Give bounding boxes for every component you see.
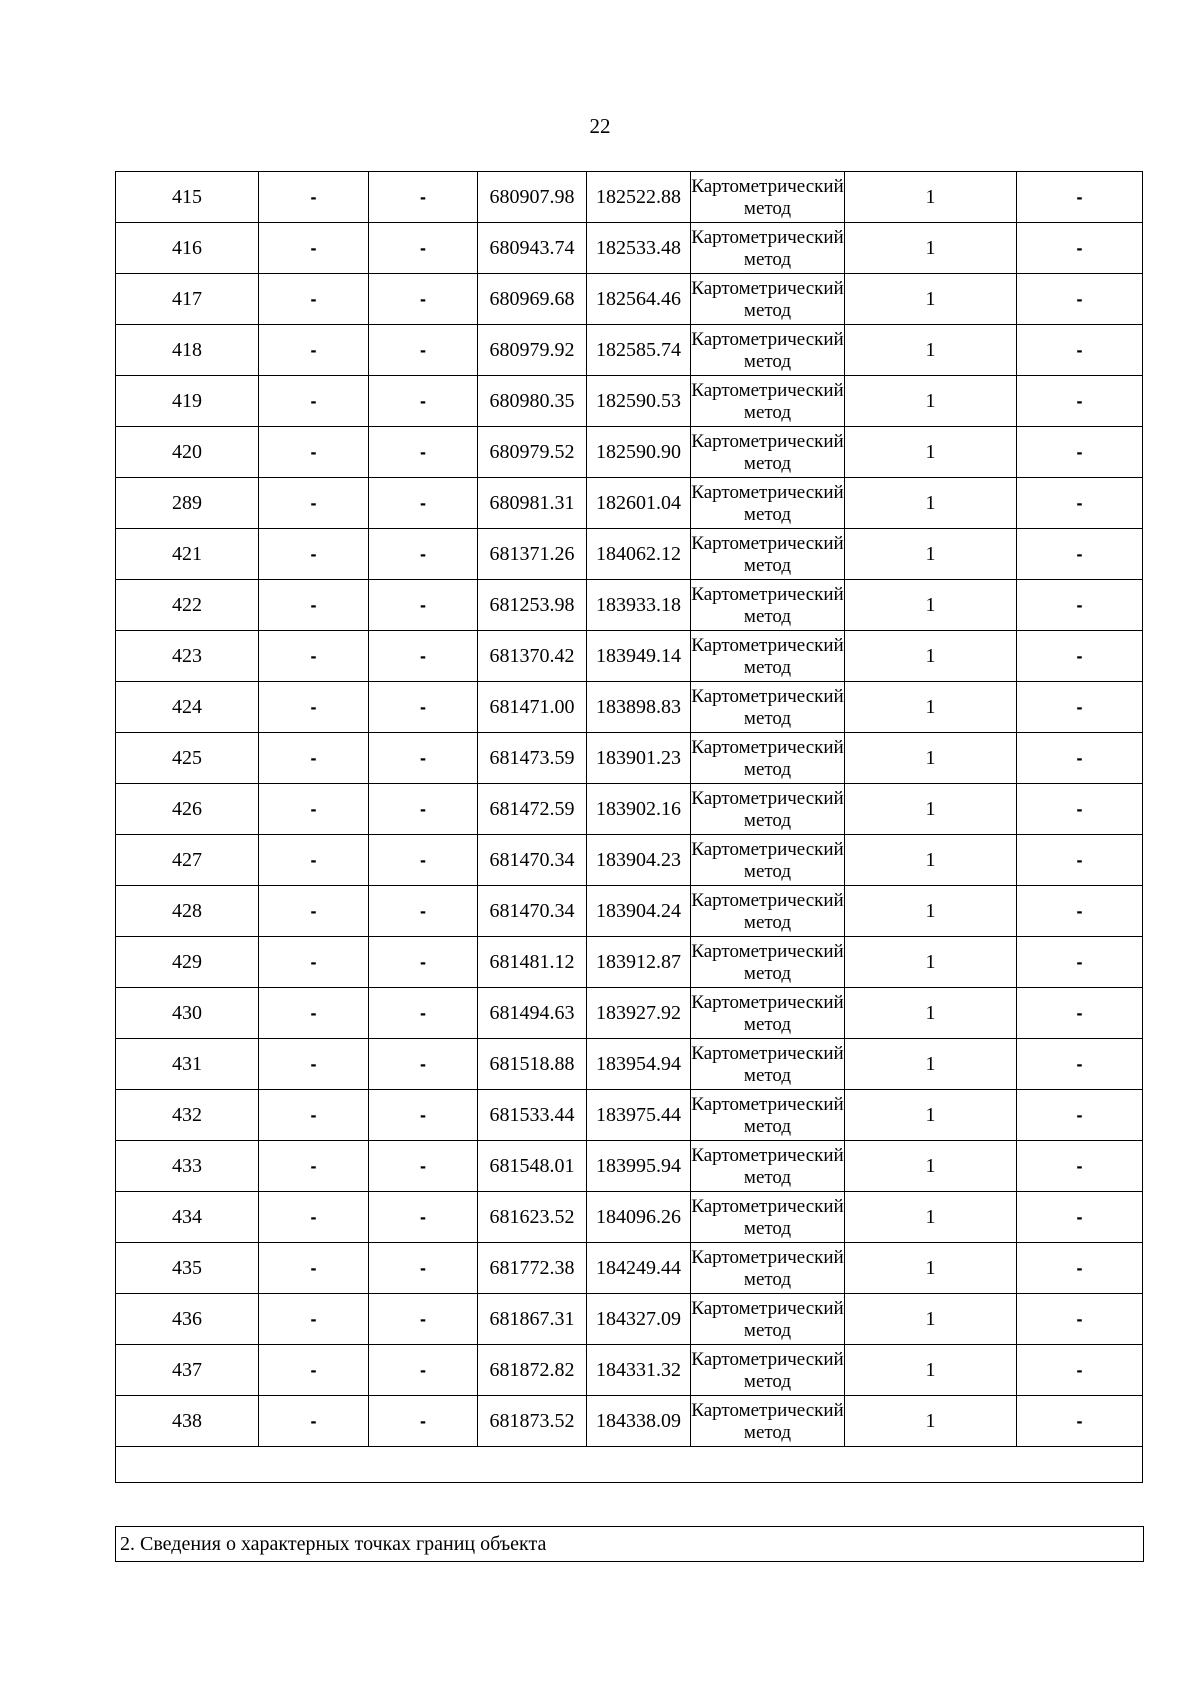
empty-value-cell: - [369,733,478,784]
table-row [116,784,1143,835]
point-number-cell: 438 [116,1396,259,1447]
table-row [116,478,1143,529]
accuracy-cell: 1 [845,325,1017,376]
y-coordinate-cell: 182601.04 [587,478,691,529]
x-coordinate-cell: 681867.31 [478,1294,587,1345]
y-coordinate-cell: 183904.23 [587,835,691,886]
method-cell: Картометрический метод [691,1396,845,1447]
accuracy-cell: 1 [845,784,1017,835]
table-row [116,1090,1143,1141]
point-number-cell: 430 [116,988,259,1039]
x-coordinate-cell: 680979.52 [478,427,587,478]
empty-value-cell: - [259,835,369,886]
empty-value-cell: - [1017,886,1143,937]
point-number-cell: 418 [116,325,259,376]
table-row [116,1243,1143,1294]
x-coordinate-cell: 681533.44 [478,1090,587,1141]
y-coordinate-cell: 183898.83 [587,682,691,733]
x-coordinate-cell: 681623.52 [478,1192,587,1243]
table-row [116,1039,1143,1090]
y-coordinate-cell: 182564.46 [587,274,691,325]
y-coordinate-cell: 183933.18 [587,580,691,631]
y-coordinate-cell: 184338.09 [587,1396,691,1447]
accuracy-cell: 1 [845,1243,1017,1294]
empty-value-cell: - [1017,325,1143,376]
y-coordinate-cell: 184331.32 [587,1345,691,1396]
point-number-cell: 415 [116,172,259,223]
x-coordinate-cell: 681472.59 [478,784,587,835]
table-row [116,1192,1143,1243]
x-coordinate-cell: 681370.42 [478,631,587,682]
point-number-cell: 437 [116,1345,259,1396]
empty-value-cell: - [369,325,478,376]
empty-value-cell: - [369,223,478,274]
empty-value-cell: - [369,1039,478,1090]
point-number-cell: 419 [116,376,259,427]
accuracy-cell: 1 [845,478,1017,529]
point-number-cell: 435 [116,1243,259,1294]
section-title: 2. Сведения о характерных точках границ объекта [115,1526,1144,1562]
y-coordinate-cell: 182590.90 [587,427,691,478]
method-cell: Картометрический метод [691,733,845,784]
point-number-cell: 423 [116,631,259,682]
y-coordinate-cell: 182585.74 [587,325,691,376]
x-coordinate-cell: 681481.12 [478,937,587,988]
empty-cell [116,1447,1143,1483]
accuracy-cell: 1 [845,529,1017,580]
table-row [116,1396,1143,1447]
x-coordinate-cell: 681772.38 [478,1243,587,1294]
point-number-cell: 427 [116,835,259,886]
accuracy-cell: 1 [845,274,1017,325]
empty-value-cell: - [1017,376,1143,427]
method-cell: Картометрический метод [691,172,845,223]
empty-value-cell: - [259,1039,369,1090]
y-coordinate-cell: 182522.88 [587,172,691,223]
point-number-cell: 436 [116,1294,259,1345]
table-row [116,427,1143,478]
point-number-cell: 289 [116,478,259,529]
empty-value-cell: - [369,937,478,988]
table-row [116,988,1143,1039]
empty-value-cell: - [1017,580,1143,631]
empty-value-cell: - [369,1345,478,1396]
point-number-cell: 416 [116,223,259,274]
empty-value-cell: - [259,1345,369,1396]
accuracy-cell: 1 [845,886,1017,937]
y-coordinate-cell: 183975.44 [587,1090,691,1141]
empty-value-cell: - [259,937,369,988]
empty-value-cell: - [259,1243,369,1294]
method-cell: Картометрический метод [691,835,845,886]
y-coordinate-cell: 184096.26 [587,1192,691,1243]
empty-value-cell: - [259,580,369,631]
y-coordinate-cell: 183912.87 [587,937,691,988]
empty-value-cell: - [259,886,369,937]
x-coordinate-cell: 681473.59 [478,733,587,784]
empty-value-cell: - [259,1090,369,1141]
table-row [116,937,1143,988]
empty-value-cell: - [1017,1396,1143,1447]
empty-value-cell: - [1017,1090,1143,1141]
y-coordinate-cell: 184327.09 [587,1294,691,1345]
point-number-cell: 422 [116,580,259,631]
table-row [116,733,1143,784]
point-number-cell: 434 [116,1192,259,1243]
table-row [116,1294,1143,1345]
empty-value-cell: - [259,172,369,223]
accuracy-cell: 1 [845,1039,1017,1090]
empty-value-cell: - [1017,172,1143,223]
empty-value-cell: - [259,325,369,376]
empty-value-cell: - [259,631,369,682]
method-cell: Картометрический метод [691,937,845,988]
empty-value-cell: - [259,529,369,580]
empty-value-cell: - [1017,937,1143,988]
empty-value-cell: - [1017,631,1143,682]
method-cell: Картометрический метод [691,427,845,478]
empty-value-cell: - [1017,427,1143,478]
accuracy-cell: 1 [845,223,1017,274]
y-coordinate-cell: 183949.14 [587,631,691,682]
empty-value-cell: - [1017,682,1143,733]
empty-value-cell: - [1017,223,1143,274]
empty-value-cell: - [369,886,478,937]
empty-value-cell: - [259,1396,369,1447]
point-number-cell: 429 [116,937,259,988]
y-coordinate-cell: 183902.16 [587,784,691,835]
table-row [116,529,1143,580]
empty-value-cell: - [1017,1345,1143,1396]
page-number: 22 [589,114,611,138]
empty-value-cell: - [1017,1141,1143,1192]
empty-value-cell: - [369,835,478,886]
y-coordinate-cell: 183954.94 [587,1039,691,1090]
table-row [116,682,1143,733]
y-coordinate-cell: 182533.48 [587,223,691,274]
table-row [116,274,1143,325]
empty-value-cell: - [259,223,369,274]
method-cell: Картометрический метод [691,1039,845,1090]
empty-value-cell: - [369,376,478,427]
x-coordinate-cell: 680981.31 [478,478,587,529]
accuracy-cell: 1 [845,1090,1017,1141]
x-coordinate-cell: 681494.63 [478,988,587,1039]
empty-value-cell: - [1017,1243,1143,1294]
method-cell: Картометрический метод [691,886,845,937]
empty-value-cell: - [259,1141,369,1192]
table-body [116,172,1143,1483]
accuracy-cell: 1 [845,1345,1017,1396]
empty-value-cell: - [369,580,478,631]
empty-value-cell: - [369,427,478,478]
empty-value-cell: - [369,478,478,529]
method-cell: Картометрический метод [691,682,845,733]
point-number-cell: 425 [116,733,259,784]
empty-value-cell: - [259,376,369,427]
empty-value-cell: - [369,631,478,682]
y-coordinate-cell: 184249.44 [587,1243,691,1294]
empty-value-cell: - [369,784,478,835]
empty-value-cell: - [259,682,369,733]
y-coordinate-cell: 184062.12 [587,529,691,580]
empty-value-cell: - [369,172,478,223]
x-coordinate-cell: 681471.00 [478,682,587,733]
point-number-cell: 424 [116,682,259,733]
method-cell: Картометрический метод [691,325,845,376]
x-coordinate-cell: 681470.34 [478,886,587,937]
x-coordinate-cell: 680980.35 [478,376,587,427]
method-cell: Картометрический метод [691,1141,845,1192]
empty-value-cell: - [369,1090,478,1141]
y-coordinate-cell: 183901.23 [587,733,691,784]
empty-value-cell: - [1017,529,1143,580]
empty-value-cell: - [369,274,478,325]
table-row [116,580,1143,631]
accuracy-cell: 1 [845,1396,1017,1447]
x-coordinate-cell: 681371.26 [478,529,587,580]
method-cell: Картометрический метод [691,478,845,529]
coordinates-table [115,171,1143,1483]
method-cell: Картометрический метод [691,1294,845,1345]
accuracy-cell: 1 [845,733,1017,784]
x-coordinate-cell: 681548.01 [478,1141,587,1192]
empty-value-cell: - [259,1192,369,1243]
empty-value-cell: - [369,1396,478,1447]
table-row [116,1345,1143,1396]
accuracy-cell: 1 [845,1141,1017,1192]
empty-value-cell: - [1017,1039,1143,1090]
accuracy-cell: 1 [845,1294,1017,1345]
point-number-cell: 426 [116,784,259,835]
method-cell: Картометрический метод [691,580,845,631]
x-coordinate-cell: 681253.98 [478,580,587,631]
empty-value-cell: - [1017,733,1143,784]
method-cell: Картометрический метод [691,631,845,682]
accuracy-cell: 1 [845,376,1017,427]
accuracy-cell: 1 [845,1192,1017,1243]
table-row [116,631,1143,682]
table-row [116,223,1143,274]
empty-value-cell: - [1017,835,1143,886]
empty-value-cell: - [369,1192,478,1243]
point-number-cell: 432 [116,1090,259,1141]
empty-value-cell: - [259,733,369,784]
empty-value-cell: - [259,478,369,529]
empty-value-cell: - [259,427,369,478]
y-coordinate-cell: 183995.94 [587,1141,691,1192]
x-coordinate-cell: 680907.98 [478,172,587,223]
y-coordinate-cell: 183904.24 [587,886,691,937]
y-coordinate-cell: 183927.92 [587,988,691,1039]
method-cell: Картометрический метод [691,784,845,835]
point-number-cell: 431 [116,1039,259,1090]
empty-value-cell: - [259,1294,369,1345]
empty-value-cell: - [1017,1192,1143,1243]
table-row [116,172,1143,223]
x-coordinate-cell: 680969.68 [478,274,587,325]
accuracy-cell: 1 [845,682,1017,733]
empty-value-cell: - [1017,274,1143,325]
x-coordinate-cell: 681470.34 [478,835,587,886]
empty-value-cell: - [369,529,478,580]
empty-value-cell: - [369,988,478,1039]
method-cell: Картометрический метод [691,988,845,1039]
accuracy-cell: 1 [845,835,1017,886]
method-cell: Картометрический метод [691,1243,845,1294]
method-cell: Картометрический метод [691,274,845,325]
x-coordinate-cell: 681872.82 [478,1345,587,1396]
point-number-cell: 428 [116,886,259,937]
method-cell: Картометрический метод [691,376,845,427]
empty-value-cell: - [1017,478,1143,529]
accuracy-cell: 1 [845,427,1017,478]
empty-value-cell: - [259,988,369,1039]
empty-value-cell: - [369,1243,478,1294]
table-row [116,1141,1143,1192]
accuracy-cell: 1 [845,172,1017,223]
empty-value-cell: - [259,784,369,835]
table-empty-row [116,1447,1143,1483]
method-cell: Картометрический метод [691,1345,845,1396]
empty-value-cell: - [1017,784,1143,835]
method-cell: Картометрический метод [691,1090,845,1141]
point-number-cell: 421 [116,529,259,580]
x-coordinate-cell: 680979.92 [478,325,587,376]
table-row [116,325,1143,376]
empty-value-cell: - [369,682,478,733]
accuracy-cell: 1 [845,580,1017,631]
empty-value-cell: - [1017,1294,1143,1345]
accuracy-cell: 1 [845,631,1017,682]
table-row [116,376,1143,427]
empty-value-cell: - [369,1141,478,1192]
accuracy-cell: 1 [845,937,1017,988]
table-row [116,886,1143,937]
point-number-cell: 417 [116,274,259,325]
point-number-cell: 420 [116,427,259,478]
table-row [116,835,1143,886]
empty-value-cell: - [259,274,369,325]
x-coordinate-cell: 680943.74 [478,223,587,274]
empty-value-cell: - [369,1294,478,1345]
accuracy-cell: 1 [845,988,1017,1039]
point-number-cell: 433 [116,1141,259,1192]
x-coordinate-cell: 681873.52 [478,1396,587,1447]
method-cell: Картометрический метод [691,1192,845,1243]
y-coordinate-cell: 182590.53 [587,376,691,427]
x-coordinate-cell: 681518.88 [478,1039,587,1090]
empty-value-cell: - [1017,988,1143,1039]
method-cell: Картометрический метод [691,223,845,274]
method-cell: Картометрический метод [691,529,845,580]
